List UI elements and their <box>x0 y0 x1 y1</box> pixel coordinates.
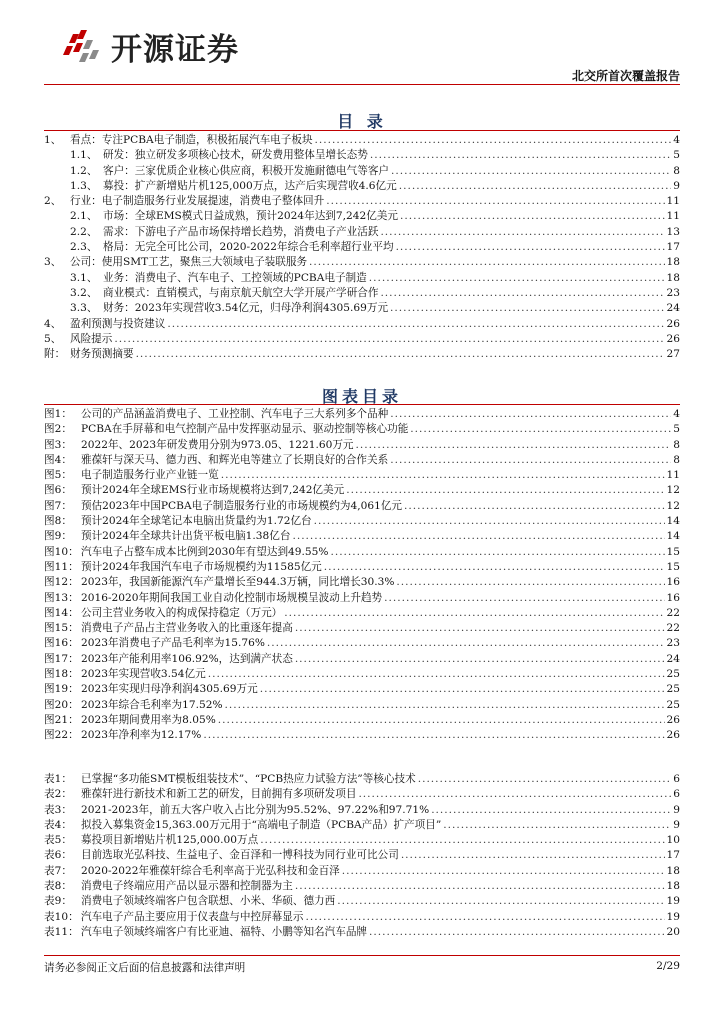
table-entry-page: 19 <box>666 910 680 923</box>
figure-entry-number: 图3： <box>44 438 72 451</box>
toc-entry-page: 5 <box>673 149 680 162</box>
figure-entry[interactable] <box>44 438 680 453</box>
figure-entry-text: 2023年实现营收3.54亿元 <box>81 668 206 681</box>
dot-leader <box>218 713 665 728</box>
figure-entry[interactable] <box>44 560 680 575</box>
dot-leader <box>380 225 664 240</box>
figure-entry-number: 图1： <box>44 408 72 420</box>
table-entry-number: 表10： <box>44 910 79 923</box>
dot-leader <box>369 271 665 286</box>
toc-entry[interactable] <box>44 271 680 286</box>
table-entry[interactable] <box>44 910 680 925</box>
figure-entry-text: 2023年净利率为12.17% <box>81 729 202 742</box>
figure-entry-page: 16 <box>666 576 680 589</box>
figure-entry[interactable] <box>44 422 680 437</box>
dot-leader <box>404 499 664 514</box>
toc-entry-text: 客户：三家优质企业核心供应商，积极开发施耐德电气等客户 <box>103 164 390 177</box>
figure-entry-text: 消费电子产品占主营业务收入的比重逐年提高 <box>81 622 293 635</box>
figure-entry[interactable] <box>44 667 680 682</box>
logo-mark-icon <box>57 26 105 66</box>
dot-leader <box>390 453 671 468</box>
dot-leader <box>267 636 665 651</box>
figure-entry[interactable] <box>44 545 680 560</box>
dot-leader <box>356 438 672 453</box>
footer-disclaimer: 请务必参阅正文后面的信息披露和法律声明 <box>44 962 246 974</box>
dot-leader <box>443 818 671 833</box>
dot-leader <box>337 894 664 909</box>
figure-entry-text: 电子制造服务行业产业链一览 <box>81 469 219 482</box>
toc-entry-number: 3.2、 <box>70 286 98 299</box>
dot-leader <box>418 772 672 787</box>
table-entry-page: 10 <box>666 834 680 847</box>
figures-title-divider <box>44 404 680 405</box>
figure-entry-number: 图19： <box>44 683 79 696</box>
dot-leader <box>292 529 664 544</box>
tables-list <box>44 772 680 940</box>
toc-entry-number: 3.3、 <box>70 302 98 315</box>
toc-entry[interactable] <box>44 301 680 316</box>
figure-entry[interactable] <box>44 575 680 590</box>
table-entry-page: 9 <box>673 818 680 831</box>
figure-entry-text: 预估2023年中国PCBA电子制造服务行业的市场规模约为4,061亿元 <box>81 499 403 512</box>
figure-entry-page: 25 <box>666 668 680 681</box>
dot-leader <box>260 682 665 697</box>
figure-entry-text: 公司主营业务收入的构成保持稳定（万元） <box>81 606 283 619</box>
dot-leader <box>221 468 665 483</box>
dot-leader <box>295 652 665 667</box>
figure-entry-number: 图14： <box>44 606 79 619</box>
toc-entry[interactable] <box>44 286 680 301</box>
figure-entry-page: 12 <box>666 499 680 512</box>
toc-entry[interactable] <box>44 209 680 224</box>
toc-entry-page: 13 <box>666 225 680 238</box>
toc-entry-page: 4 <box>673 134 680 146</box>
table-entry-page: 18 <box>666 864 680 877</box>
toc-entry-text: 研发：独立研发多项核心技术，研发费用整体呈增长态势 <box>103 149 368 162</box>
toc-entry-page: 11 <box>666 210 680 223</box>
figure-entry-number: 图16： <box>44 637 79 650</box>
toc-entry[interactable] <box>44 194 680 209</box>
toc-entry[interactable] <box>44 347 680 362</box>
figure-entry-number: 图22： <box>44 729 79 742</box>
table-entry-text: 拟投入募集资金15,363.00万元用于“高端电子制造（PCBA产品）扩产项目” <box>81 818 442 831</box>
figure-entry-page: 25 <box>666 698 680 711</box>
toc-entry[interactable] <box>44 164 680 179</box>
figures-title: 图表目录 <box>321 387 402 406</box>
toc-entry-text: 风险提示 <box>70 332 113 345</box>
figure-entry-text: 公司的产品涵盖消费电子、工业控制、汽车电子三大系列多个品种 <box>81 408 389 420</box>
figure-entry-number: 图17： <box>44 652 79 665</box>
figure-entry-number: 图20： <box>44 698 79 711</box>
table-entry-text: 目前选取光弘科技、生益电子、金百泽和一博科技为同行业可比公司 <box>81 849 399 862</box>
figure-entry-number: 图8： <box>44 515 72 528</box>
toc-entry-number: 3、 <box>44 256 62 269</box>
dot-leader <box>401 848 665 863</box>
figure-entry-number: 图10： <box>44 545 79 558</box>
header-divider <box>44 84 680 85</box>
dot-leader <box>390 301 664 316</box>
dot-leader <box>410 422 671 437</box>
figure-entry-page: 24 <box>666 652 680 665</box>
figure-entry-page: 14 <box>666 530 680 543</box>
figure-entry-page: 4 <box>673 408 680 420</box>
toc-entry[interactable] <box>44 148 680 163</box>
toc-entry-number: 4、 <box>44 317 62 330</box>
figure-entry-text: 雅葆轩与深天马、德力西、和辉光电等建立了长期良好的合作关系 <box>81 453 389 466</box>
table-entry-number: 表8： <box>44 880 72 893</box>
dot-leader <box>358 787 671 802</box>
figure-entry-text: 2023年，我国新能源汽车产量增长至944.3万辆，同比增长30.3% <box>81 576 395 589</box>
table-entry-number: 表2： <box>44 788 72 801</box>
toc-entry-number: 5、 <box>44 332 62 345</box>
toc-entry-text: 看点：专注PCBA电子制造，积极拓展汽车电子板块 <box>70 134 313 146</box>
figure-entry-page: 11 <box>666 469 680 482</box>
figure-entry-page: 5 <box>673 423 680 436</box>
table-entry-text: 2021-2023年，前五大客户收入占比分别为95.52%、97.22%和97.71% <box>81 803 430 816</box>
dot-leader <box>431 803 671 818</box>
table-entry-number: 表11： <box>44 925 79 938</box>
dot-leader <box>315 133 672 148</box>
table-entry-page: 18 <box>666 880 680 893</box>
figure-entry-page: 8 <box>673 438 680 451</box>
figure-entry[interactable] <box>44 698 680 713</box>
figure-entry-text: 2016-2020年期间我国工业自动化控制市场规模呈波动上升趋势 <box>81 591 383 604</box>
figure-entry[interactable] <box>44 407 680 422</box>
figure-entry[interactable] <box>44 652 680 667</box>
figure-entry[interactable] <box>44 636 680 651</box>
toc-entry[interactable] <box>44 225 680 240</box>
table-entry[interactable] <box>44 848 680 863</box>
dot-leader <box>295 621 665 636</box>
toc-title: 目 录 <box>337 112 387 131</box>
dot-leader <box>390 407 671 422</box>
figure-entry-number: 图21： <box>44 713 79 726</box>
figure-entry-text: 2023年期间费用率为8.05% <box>81 713 216 726</box>
figure-entry[interactable] <box>44 499 680 514</box>
page-header <box>0 0 724 90</box>
footer-divider <box>44 955 680 956</box>
table-entry-text: 已掌握“多功能SMT模板组装技术”、“PCB热应力试验方法”等核心技术 <box>81 773 416 785</box>
figure-entry-page: 22 <box>666 622 680 635</box>
table-entry-text: 雅葆轩进行新技术和新工艺的研发，目前拥有多项研发项目 <box>81 788 357 801</box>
figure-entry[interactable] <box>44 591 680 606</box>
figure-entry-number: 图4： <box>44 453 72 466</box>
table-entry-number: 表4： <box>44 818 72 831</box>
table-entry[interactable] <box>44 818 680 833</box>
dot-leader <box>346 483 664 498</box>
table-entry-page: 6 <box>673 773 680 785</box>
table-entry[interactable] <box>44 787 680 802</box>
figure-entry-text: 2023年实现归母净利润4305.69万元 <box>81 683 258 696</box>
figure-entry[interactable] <box>44 728 680 743</box>
figure-entry[interactable] <box>44 682 680 697</box>
table-entry-number: 表5： <box>44 834 72 847</box>
toc-entry-page: 26 <box>666 332 680 345</box>
dot-leader <box>309 255 664 270</box>
toc-entry-page: 18 <box>666 256 680 269</box>
toc-entry-page: 27 <box>666 348 680 361</box>
figure-entry-number: 图7： <box>44 499 72 512</box>
dot-leader <box>326 194 664 209</box>
table-entry[interactable] <box>44 772 680 787</box>
table-entry-page: 6 <box>673 788 680 801</box>
toc-list <box>44 133 680 362</box>
figure-entry-number: 图6： <box>44 484 72 497</box>
dot-leader <box>396 240 665 255</box>
toc-entry-page: 8 <box>673 164 680 177</box>
table-entry[interactable] <box>44 864 680 879</box>
figure-entry-text: 2022年、2023年研发费用分别为973.05、1221.60万元 <box>81 438 354 451</box>
figure-entry-text: 预计2024年全球共计出货平板电脑1.38亿台 <box>81 530 291 543</box>
table-entry-text: 汽车电子产品主要应用于仪表盘与中控屏幕显示 <box>81 910 304 923</box>
dot-leader <box>369 925 664 940</box>
toc-entry-text: 业务：消费电子、汽车电子、工控领域的PCBA电子制造 <box>103 271 367 284</box>
toc-entry[interactable] <box>44 133 680 148</box>
dot-leader <box>330 545 664 560</box>
table-entry-text: 汽车电子领域终端客户有比亚迪、福特、小鹏等知名汽车品牌 <box>81 925 368 938</box>
page-number: 2/29 <box>656 960 680 972</box>
table-entry-page: 20 <box>666 925 680 938</box>
logo-text: 开源证券 <box>111 31 239 68</box>
figure-entry-page: 23 <box>666 637 680 650</box>
figure-entry-number: 图18： <box>44 668 79 681</box>
figure-entry-text: PCBA在手屏幕和电气控制产品中发挥驱动显示、驱动控制等核心功能 <box>81 423 409 436</box>
report-type: 北交所首次覆盖报告 <box>571 69 680 83</box>
figure-entry-number: 图11： <box>44 560 79 573</box>
dot-leader <box>114 332 664 347</box>
dot-leader <box>295 879 665 894</box>
figure-entry-number: 图2： <box>44 423 72 436</box>
dot-leader <box>324 560 665 575</box>
table-entry-page: 9 <box>673 803 680 816</box>
toc-entry[interactable] <box>44 255 680 270</box>
figure-entry-number: 图13： <box>44 591 79 604</box>
figure-entry[interactable] <box>44 713 680 728</box>
dot-leader <box>400 209 665 224</box>
figure-entry-text: 预计2024年全球EMS行业市场规模将达到7,242亿美元 <box>81 484 345 497</box>
dot-leader <box>399 179 672 194</box>
table-entry-number: 表9： <box>44 895 72 908</box>
dot-leader <box>136 347 665 362</box>
toc-entry-text: 盈利预测与投资建议 <box>70 317 166 330</box>
toc-entry[interactable] <box>44 240 680 255</box>
company-logo <box>57 26 239 66</box>
dot-leader <box>396 575 664 590</box>
figure-entry-page: 14 <box>666 515 680 528</box>
toc-entry-text: 财务预测摘要 <box>70 348 134 361</box>
toc-entry-number: 2.1、 <box>70 210 98 223</box>
figure-entry[interactable] <box>44 606 680 621</box>
toc-entry-text: 市场：全球EMS模式日益成熟，预计2024年达到7,242亿美元 <box>103 210 398 223</box>
dot-leader <box>370 148 671 163</box>
toc-entry-page: 24 <box>666 302 680 315</box>
table-entry-text: 消费电子终端应用产品以显示器和控制器为主 <box>81 880 293 893</box>
figure-entry[interactable] <box>44 468 680 483</box>
dot-leader <box>305 910 664 925</box>
toc-entry-number: 1、 <box>44 134 62 146</box>
toc-entry-text: 需求：下游电子产品市场保持增长趋势，消费电子产业活跃 <box>103 225 379 238</box>
toc-entry-text: 公司：使用SMT工艺，聚焦三大领域电子装联服务 <box>70 256 308 269</box>
figure-entry-page: 15 <box>666 545 680 558</box>
dot-leader <box>380 286 664 301</box>
figure-entry[interactable] <box>44 483 680 498</box>
toc-entry-page: 9 <box>673 179 680 192</box>
dot-leader <box>342 864 665 879</box>
toc-entry-text: 行业：电子制造服务行业发展提速，消费电子整体回升 <box>70 195 325 208</box>
table-entry[interactable] <box>44 894 680 909</box>
toc-entry-page: 18 <box>666 271 680 284</box>
figure-entry-page: 12 <box>666 484 680 497</box>
toc-entry-number: 2.3、 <box>70 241 98 254</box>
figure-entry[interactable] <box>44 529 680 544</box>
dot-leader <box>260 833 664 848</box>
dot-leader <box>208 667 665 682</box>
table-entry-number: 表3： <box>44 803 72 816</box>
figure-entry-text: 预计2024年全球笔记本电脑出货量约为1.72亿台 <box>81 515 312 528</box>
toc-entry[interactable] <box>44 317 680 332</box>
figure-entry-text: 预计2024年我国汽车电子市场规模约为11585亿元 <box>81 560 322 573</box>
toc-entry-number: 1.2、 <box>70 164 98 177</box>
toc-entry-page: 11 <box>666 195 680 208</box>
table-entry[interactable] <box>44 803 680 818</box>
toc-entry-number: 附： <box>44 348 66 361</box>
toc-entry[interactable] <box>44 179 680 194</box>
table-entry-page: 17 <box>666 849 680 862</box>
figure-entry-text: 汽车电子占整车成本比例到2030年有望达到49.55% <box>81 545 329 558</box>
figures-list <box>44 407 680 744</box>
dot-leader <box>314 514 665 529</box>
figure-entry[interactable] <box>44 453 680 468</box>
figure-entry-page: 25 <box>666 683 680 696</box>
table-entry-text: 募投项目新增贴片机125,000.00万点 <box>81 834 259 847</box>
figure-entry-text: 2023年综合毛利率为17.52% <box>81 698 223 711</box>
figure-entry-page: 22 <box>666 606 680 619</box>
figure-entry-page: 8 <box>673 453 680 466</box>
dot-leader <box>225 698 665 713</box>
table-entry[interactable] <box>44 925 680 940</box>
toc-entry-number: 3.1、 <box>70 271 98 284</box>
toc-entry-text: 财务：2023年实现营收3.54亿元，归母净利润4305.69万元 <box>103 302 389 315</box>
figure-entry-text: 2023年消费电子产品毛利率为15.76% <box>81 637 265 650</box>
table-entry[interactable] <box>44 833 680 848</box>
toc-entry-text: 募投：扩产新增贴片机125,000万点，达产后实现营收4.6亿元 <box>103 179 397 192</box>
dot-leader <box>167 317 664 332</box>
toc-entry[interactable] <box>44 332 680 347</box>
dot-leader <box>203 728 664 743</box>
toc-entry-number: 1.3、 <box>70 179 98 192</box>
figure-entry-number: 图9： <box>44 530 72 543</box>
figure-entry-page: 26 <box>666 713 680 726</box>
toc-entry-page: 17 <box>666 241 680 254</box>
toc-entry-number: 2、 <box>44 195 62 208</box>
toc-title-divider <box>44 130 680 131</box>
dot-leader <box>384 591 664 606</box>
toc-entry-text: 格局：无完全可比公司，2020-2022年综合毛利率超行业平均 <box>103 241 394 254</box>
dot-leader <box>391 164 671 179</box>
table-entry-number: 表6： <box>44 849 72 862</box>
toc-entry-page: 23 <box>666 286 680 299</box>
figure-entry-page: 15 <box>666 560 680 573</box>
figure-entry-page: 16 <box>666 591 680 604</box>
figure-entry-text: 2023年产能利用率106.92%，达到满产状态 <box>81 652 293 665</box>
figure-entry-page: 26 <box>666 729 680 742</box>
table-entry-number: 表7： <box>44 864 72 877</box>
table-entry-page: 19 <box>666 895 680 908</box>
toc-entry-number: 1.1、 <box>70 149 98 162</box>
table-entry[interactable] <box>44 879 680 894</box>
toc-entry-number: 2.2、 <box>70 225 98 238</box>
figure-entry[interactable] <box>44 514 680 529</box>
figure-entry-number: 图12： <box>44 576 79 589</box>
toc-entry-page: 26 <box>666 317 680 330</box>
toc-entry-text: 商业模式：直销模式，与南京航天航空大学开展产学研合作 <box>103 286 379 299</box>
dot-leader <box>284 606 664 621</box>
figure-entry[interactable] <box>44 621 680 636</box>
figure-entry-number: 图5： <box>44 469 72 482</box>
table-entry-text: 消费电子领域终端客户包含联想、小米、华硕、德力西 <box>81 895 336 908</box>
table-entry-text: 2020-2022年雅葆轩综合毛利率高于光弘科技和金百泽 <box>81 864 340 877</box>
table-entry-number: 表1： <box>44 773 72 785</box>
figure-entry-number: 图15： <box>44 622 79 635</box>
